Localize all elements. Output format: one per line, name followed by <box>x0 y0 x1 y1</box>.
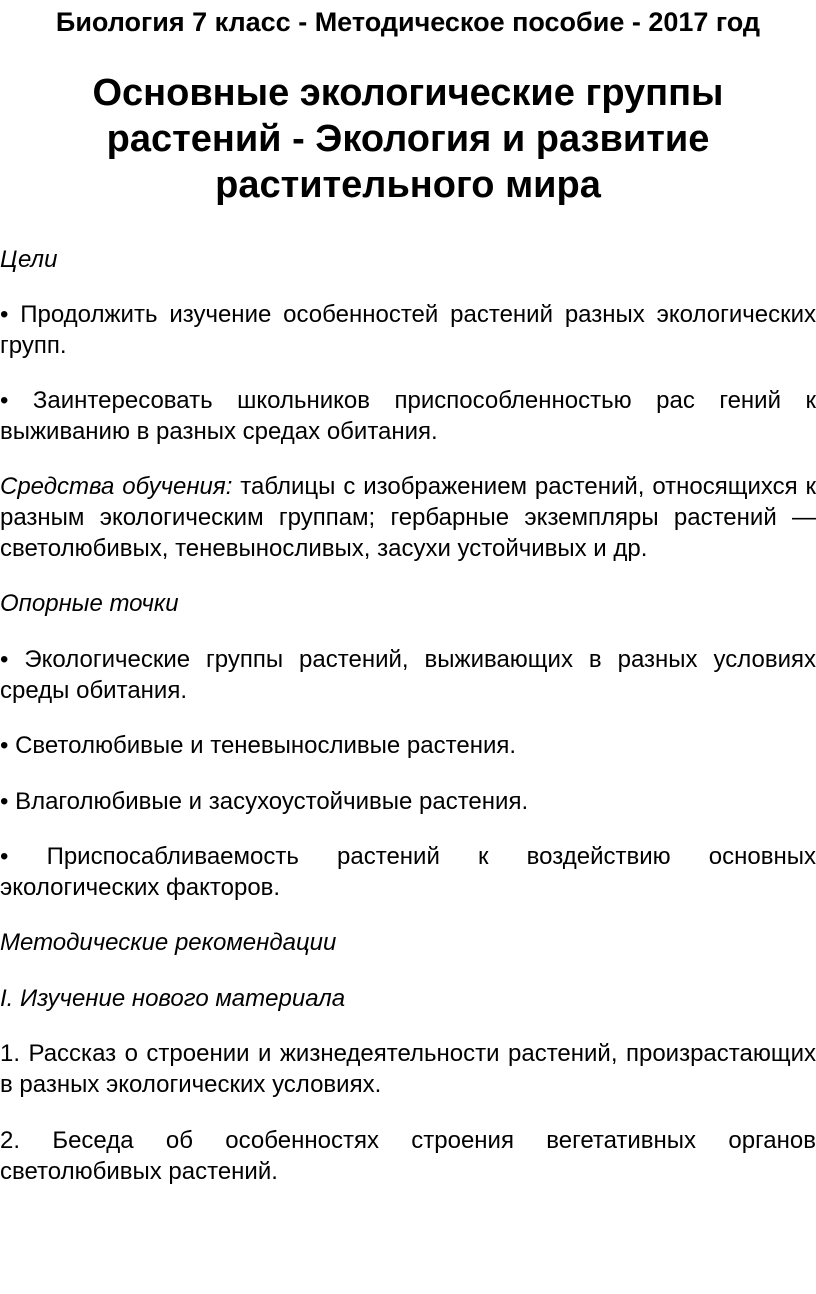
teaching-means-label: Средства обучения: <box>0 473 233 500</box>
teaching-means-text: таблицы с изображением растений, относящихся к разным экологическим группам; гербарные экземпляры растений — светолюбивых, теневыносливых, засухи устойчивых и др. <box>0 473 816 562</box>
reference-point-item: • Светолюбивые и теневыносливые растения. <box>0 732 517 759</box>
methods-heading: Методические рекомендации <box>0 929 337 956</box>
method-item: 1. Рассказ о строении и жизнедеятельности растений, произрастающих в разных экологических условиях. <box>0 1040 816 1098</box>
goal-item: • Продолжить изучение особенностей растений разных экологических групп. <box>0 301 816 359</box>
reference-point-item: • Влаголюбивые и засухоустойчивые растения. <box>0 788 529 815</box>
goal-item: • Заинтересовать школьников приспособленностью рас гений к выживанию в разных средах обитания. <box>0 387 816 445</box>
teaching-means-paragraph <box>0 471 816 564</box>
reference-point-item: • Приспосабливаемость растений к воздействию основных экологических факторов. <box>0 843 816 901</box>
method-item: 2. Беседа об особенностях строения вегетативных органов светолюбивых растений. <box>0 1127 816 1185</box>
section-heading: I. Изучение нового материала <box>0 985 346 1012</box>
reference-point-item: • Экологические группы растений, выживающих в разных условиях среды обитания. <box>0 646 816 704</box>
reference-points-heading: Опорные точки <box>0 590 179 617</box>
document-header: Биология 7 класс - Методическое пособие - 2017 год <box>55 7 761 37</box>
goals-heading: Цели <box>0 246 58 273</box>
lesson-title: Основные экологические группы растений - Экология и развитие растительного мира <box>92 72 724 206</box>
